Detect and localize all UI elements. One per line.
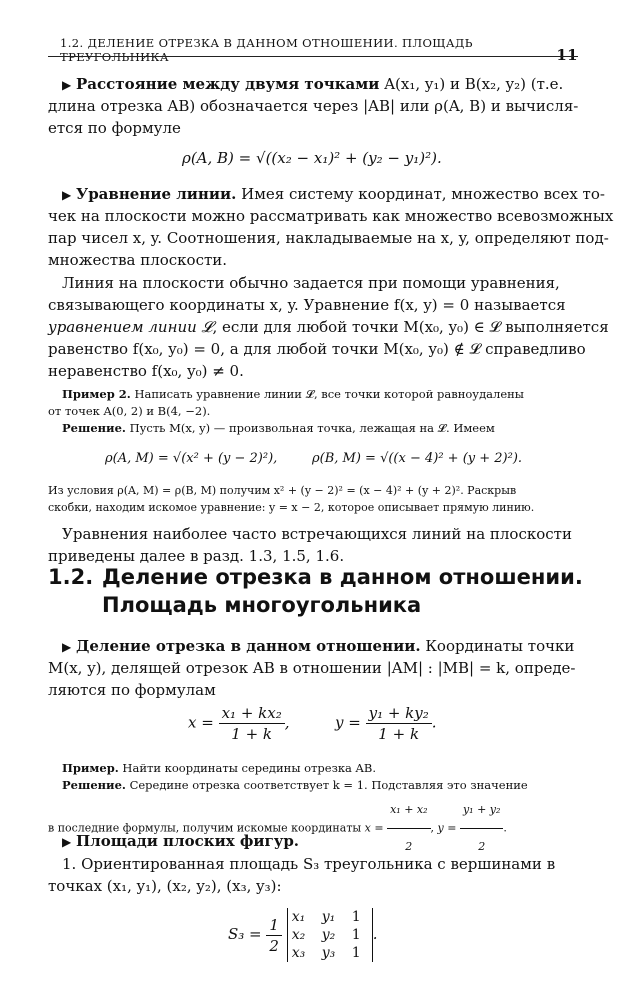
solution-label: Решение. [62,778,126,792]
line-eq-line3: пар чисел x, y. Соотношения, накладываемые на x, y, определяют под- [48,229,609,247]
line-eq-line4: множества плоскости. [48,251,228,269]
triangle-area-formula: S₃ = $\frac{1}{2}$ x₁ y₁ 1 x₂ y₂ 1 x₃ y₃ 1 . [228,909,378,961]
fraction-half: $\frac{1}{2}$ [266,916,282,955]
solution-label: Решение. [62,421,126,435]
areas-line1: 1. Ориентированная площадь S₃ треугольника с вершинами в [62,855,556,873]
division-formula-x: x = $\frac{\text{x₁ + kx₂}}{1 + k}$ , [188,704,290,743]
page-number: 11 [556,46,578,64]
section-heading [48,563,583,619]
line-eq-p2-line4: равенство f(x₀, y₀) = 0, а для любой точки M(x₀, y₀) ∉ 𝓛 справедливо [48,340,586,358]
example2-formula-a: ρ(A, M) = √(x² + (y − 2)²), [105,451,278,466]
section-heading-line2: Площадь многоугольника [102,593,422,617]
distance-title: Расстояние между двумя точками [76,75,380,93]
section-number: 1.2. [48,565,94,589]
example2-concl1: Из условия ρ(A, M) = ρ(B, M) получим x² + (y − 2)² = (x − 4)² + (y + 2)². Раскрыв [48,484,517,497]
example2-label: Пример 2. [62,387,131,401]
header-rule [48,56,578,57]
line-eq-line1: ▶ Уравнение линии. Имея систему координат, множество всех то- [62,185,605,203]
determinant-matrix: x₁ y₁ 1 x₂ y₂ 1 x₃ y₃ 1 [287,908,373,962]
line-equation-term: уравнением линии 𝓛 [48,318,213,336]
running-title: 1.2. ДЕЛЕНИЕ ОТРЕЗКА В ДАННОМ ОТНОШЕНИИ. ПЛОЩАДЬ ТРЕУГОЛЬНИКА [60,36,473,64]
running-header [60,36,578,64]
line-eq-p2-line1: Линия на плоскости обычно задается при помощи уравнения, [62,274,560,292]
example-mid-line3: в последние формулы, получим искомые координаты x = $\frac{\text{x₁ + x₂}}{2}$ , y = $\frac{\text{y₁ + y₂}}{2}$ . [48,793,507,864]
distance-line1: ▶ Расстояние между двумя точками A(x₁, y₁) и B(x₂, y₂) (т.е. [62,75,564,93]
example-mid-line1: Пример. Найти координаты середины отрезка AB. [62,761,376,775]
triangle-bullet-icon: ▶ [62,640,72,654]
fraction-mid-y: $\frac{\text{y₁ + y₂}}{2}$ [460,793,503,864]
closing-line2: приведены далее в разд. 1.3, 1.5, 1.6. [48,547,345,565]
example-mid-solution: Решение. Середине отрезка соответствует k = 1. Подставляя это значение [62,778,528,792]
distance-formula: ρ(A, B) = √((x₂ − x₁)² + (y₂ − y₁)²). [182,149,442,167]
line-eq-title: Уравнение линии. [76,185,237,203]
division-line3: ляются по формулам [48,681,216,699]
distance-line2: длина отрезка AB) обозначается через |AB| или ρ(A, B) и вычисля- [48,97,579,115]
division-line1: ▶ Деление отрезка в данном отношении. Координаты точки [62,637,575,655]
fraction-x: $\frac{\text{x₁ + kx₂}}{1 + k}$ [219,704,285,743]
example2-line1: Пример 2. Написать уравнение линии 𝓛, все точки которой равноудалены [62,387,524,401]
closing-line1: Уравнения наиболее часто встречающихся линий на плоскости [62,525,572,543]
fraction-y: $\frac{\text{y₁ + ky₂}}{1 + k}$ [366,704,432,743]
example2-solution: Решение. Пусть M(x, y) — произвольная точка, лежащая на 𝓛. Имеем [62,421,495,435]
section-heading-line1: 1.2. Деление отрезка в данном отношении. [48,565,583,589]
line-eq-p2-line2: связывающего координаты x, y. Уравнение f(x, y) = 0 называется [48,296,566,314]
line-eq-line2: чек на плоскости можно рассматривать как множество всевозможных [48,207,614,225]
example2-formula-b: ρ(B, M) = √((x − 4)² + (y + 2)²). [312,451,523,466]
division-title: Деление отрезка в данном отношении. [76,637,421,655]
example2-line2: от точек A(0, 2) и B(4, −2). [48,404,211,418]
triangle-bullet-icon: ▶ [62,835,72,849]
areas-line0 [62,830,299,853]
triangle-bullet-icon: ▶ [62,188,72,202]
division-line2: M(x, y), делящей отрезок AB в отношении |AM| : |MB| = k, опреде- [48,659,576,677]
example-label: Пример. [62,761,119,775]
triangle-bullet-icon: ▶ [62,78,72,92]
division-formula-y: y = $\frac{\text{y₁ + ky₂}}{1 + k}$ . [335,704,437,743]
line-eq-p2-line3: уравнением линии 𝓛, если для любой точки M(x₀, y₀) ∈ 𝓛 выполняется [48,318,609,336]
fraction-mid-x: $\frac{\text{x₁ + x₂}}{2}$ [387,793,430,864]
distance-line3: ется по формуле [48,119,181,137]
line-eq-p2-line5: неравенство f(x₀, y₀) ≠ 0. [48,362,244,380]
areas-title: Площади плоских фигур. [76,832,300,850]
areas-line2: точках (x₁, y₁), (x₂, y₂), (x₃, y₃): [48,877,282,895]
example2-concl2: скобки, находим искомое уравнение: y = x − 2, которое описывает прямую линию. [48,501,535,514]
